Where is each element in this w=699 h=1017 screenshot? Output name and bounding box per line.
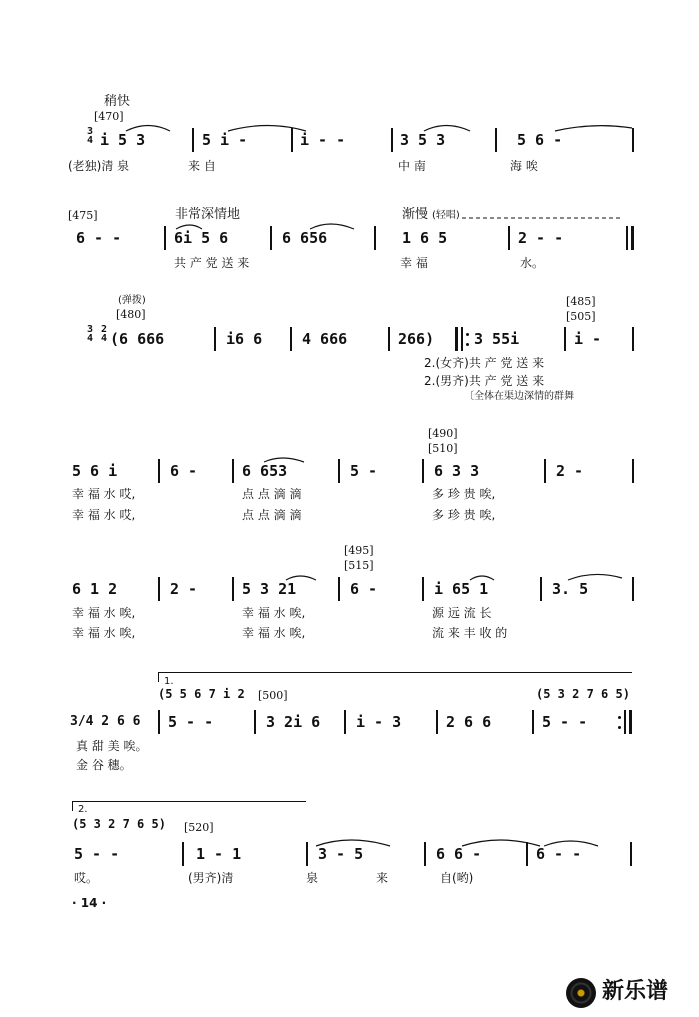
measure-notes: 3/4 2 6 6	[70, 714, 141, 729]
measure-notes: 4 666	[302, 330, 348, 348]
slur	[470, 576, 494, 580]
rehearsal-number: [510]	[428, 442, 458, 455]
rehearsal-number: [495]	[344, 544, 374, 557]
measure-notes: 3 55i	[474, 330, 520, 348]
measure-notes: 2 -	[556, 462, 584, 480]
slur	[568, 574, 622, 580]
lyric: 自(哟)	[440, 871, 474, 885]
lyric: 金 谷 穗。	[76, 758, 132, 772]
lyric: 哎。	[74, 871, 99, 885]
measure-notes: 1 6 5	[402, 229, 448, 247]
measure-notes: 6 - -	[536, 845, 582, 863]
tempo-mark: 稍快	[104, 94, 131, 109]
slur	[544, 841, 598, 846]
measure-notes: 6 3 3	[434, 462, 480, 480]
slur	[286, 576, 316, 580]
logo-text: 新乐谱	[602, 979, 669, 1004]
tempo-change-mark: 渐慢	[402, 207, 429, 222]
lyric: 多 珍 贵 唉,	[432, 508, 496, 522]
lyric: 中 南	[398, 159, 426, 173]
measure-notes: 2 6 6	[446, 713, 492, 731]
slur	[555, 126, 632, 131]
lyric: 幸 福 水 哎,	[72, 508, 136, 522]
lyric: 多 珍 贵 唉,	[432, 487, 496, 501]
page-number: · 14 ·	[72, 896, 107, 910]
measure-notes: 5 6 -	[517, 131, 563, 149]
lyric: 幸 福 水 哎,	[72, 487, 136, 501]
measure-notes: 3 2i 6	[266, 713, 321, 731]
measure-notes: 6i 5 6	[174, 229, 229, 247]
time-signature: 2 4	[100, 324, 108, 344]
lyric: 2.(女齐)共 产 党 送 来	[424, 356, 545, 370]
slur	[126, 126, 170, 132]
measure-notes: 2 -	[170, 580, 198, 598]
measure-notes: i 65 1	[434, 580, 489, 598]
slur	[316, 840, 390, 846]
measure-notes: 266)	[398, 330, 435, 348]
site-logo	[566, 975, 692, 1011]
volta-number: 1.	[164, 676, 174, 687]
slur	[228, 126, 306, 132]
rehearsal-number: [500]	[258, 689, 288, 702]
lyric: 幸 福 水 唉,	[242, 606, 306, 620]
measure-notes: (6 666	[110, 330, 165, 348]
rehearsal-number: [490]	[428, 427, 458, 440]
rehearsal-number: [505]	[566, 310, 596, 323]
lyric: 流 来 丰 收 的	[432, 626, 508, 640]
lyric: 幸 福 水 唉,	[72, 606, 136, 620]
lyric: 幸 福	[400, 256, 428, 270]
slur	[310, 224, 354, 229]
lyric: 2.(男齐)共 产 党 送 来	[424, 374, 545, 388]
measure-notes: i 5 3	[100, 131, 146, 149]
measure-notes: 6 656	[282, 229, 328, 247]
lyric: 共 产 党 送 来	[174, 256, 250, 270]
measure-notes: 5 - -	[74, 845, 120, 863]
slur	[264, 458, 304, 462]
stage-direction: 〔全体在渠边深情的群舞	[464, 391, 574, 402]
lyric: 来	[376, 871, 389, 885]
measure-notes: 3. 5	[552, 580, 589, 598]
slur	[462, 840, 540, 846]
lyric: 泉	[306, 871, 319, 885]
measure-notes: 5 6 i	[72, 462, 118, 480]
lyric: 真 甜 美 唉。	[76, 739, 148, 753]
rehearsal-number: [515]	[344, 559, 374, 572]
lyric: 水。	[520, 256, 545, 270]
measure-notes: 5 -	[350, 462, 378, 480]
slur	[424, 126, 470, 132]
slur	[176, 225, 202, 229]
measure-notes: 5 i -	[202, 131, 248, 149]
measure-notes: 6 - -	[76, 229, 122, 247]
rehearsal-number: [520]	[184, 821, 214, 834]
instrument-mark: (弹拨)	[118, 295, 146, 306]
rehearsal-number: [470]	[94, 110, 124, 123]
rehearsal-number: [485]	[566, 295, 596, 308]
lyric: 幸 福 水 唉,	[72, 626, 136, 640]
lyric: 点 点 滴 滴	[242, 487, 302, 501]
measure-notes: 6 653	[242, 462, 288, 480]
vinyl-record-icon	[566, 978, 596, 1008]
measure-notes: 6 1 2	[72, 580, 118, 598]
rehearsal-number: [475]	[68, 209, 98, 222]
lyric: 源 远 流 长	[432, 606, 492, 620]
measure-notes: i -	[574, 330, 602, 348]
measure-notes: i - 3	[356, 713, 402, 731]
measure-notes: 6 -	[170, 462, 198, 480]
instrumental-notes: (5 3 2 7 6 5)	[536, 687, 630, 701]
measure-notes: 5 3 21	[242, 580, 297, 598]
lyric: 幸 福 水 唉,	[242, 626, 306, 640]
dynamic-mark: (轻唱)	[432, 210, 460, 221]
measure-notes: 2 - -	[518, 229, 564, 247]
lyric: 点 点 滴 滴	[242, 508, 302, 522]
measure-notes: i6 6	[226, 330, 263, 348]
measure-notes: 6 6 -	[436, 845, 482, 863]
lyric: (老独)清 泉	[68, 159, 130, 173]
lyric: (男齐)清	[188, 871, 234, 885]
measure-notes: i - -	[300, 131, 346, 149]
volta-number: 2.	[78, 804, 88, 815]
instrumental-notes: (5 3 2 7 6 5)	[72, 817, 166, 831]
lyric: 海 唉	[510, 159, 538, 173]
measure-notes: 5 - -	[542, 713, 588, 731]
instrumental-notes: (5 5 6 7 i 2	[158, 687, 245, 701]
expression-mark: 非常深情地	[175, 207, 241, 222]
rehearsal-number: [480]	[116, 308, 146, 321]
time-signature: 3 4	[86, 126, 94, 146]
measure-notes: 3 - 5	[318, 845, 364, 863]
measure-notes: 5 - -	[168, 713, 214, 731]
time-signature: 3 4	[86, 324, 94, 344]
measure-notes: 1 - 1	[196, 845, 242, 863]
measure-notes: 3 5 3	[400, 131, 446, 149]
lyric: 来 自	[188, 159, 216, 173]
measure-notes: 6 -	[350, 580, 378, 598]
